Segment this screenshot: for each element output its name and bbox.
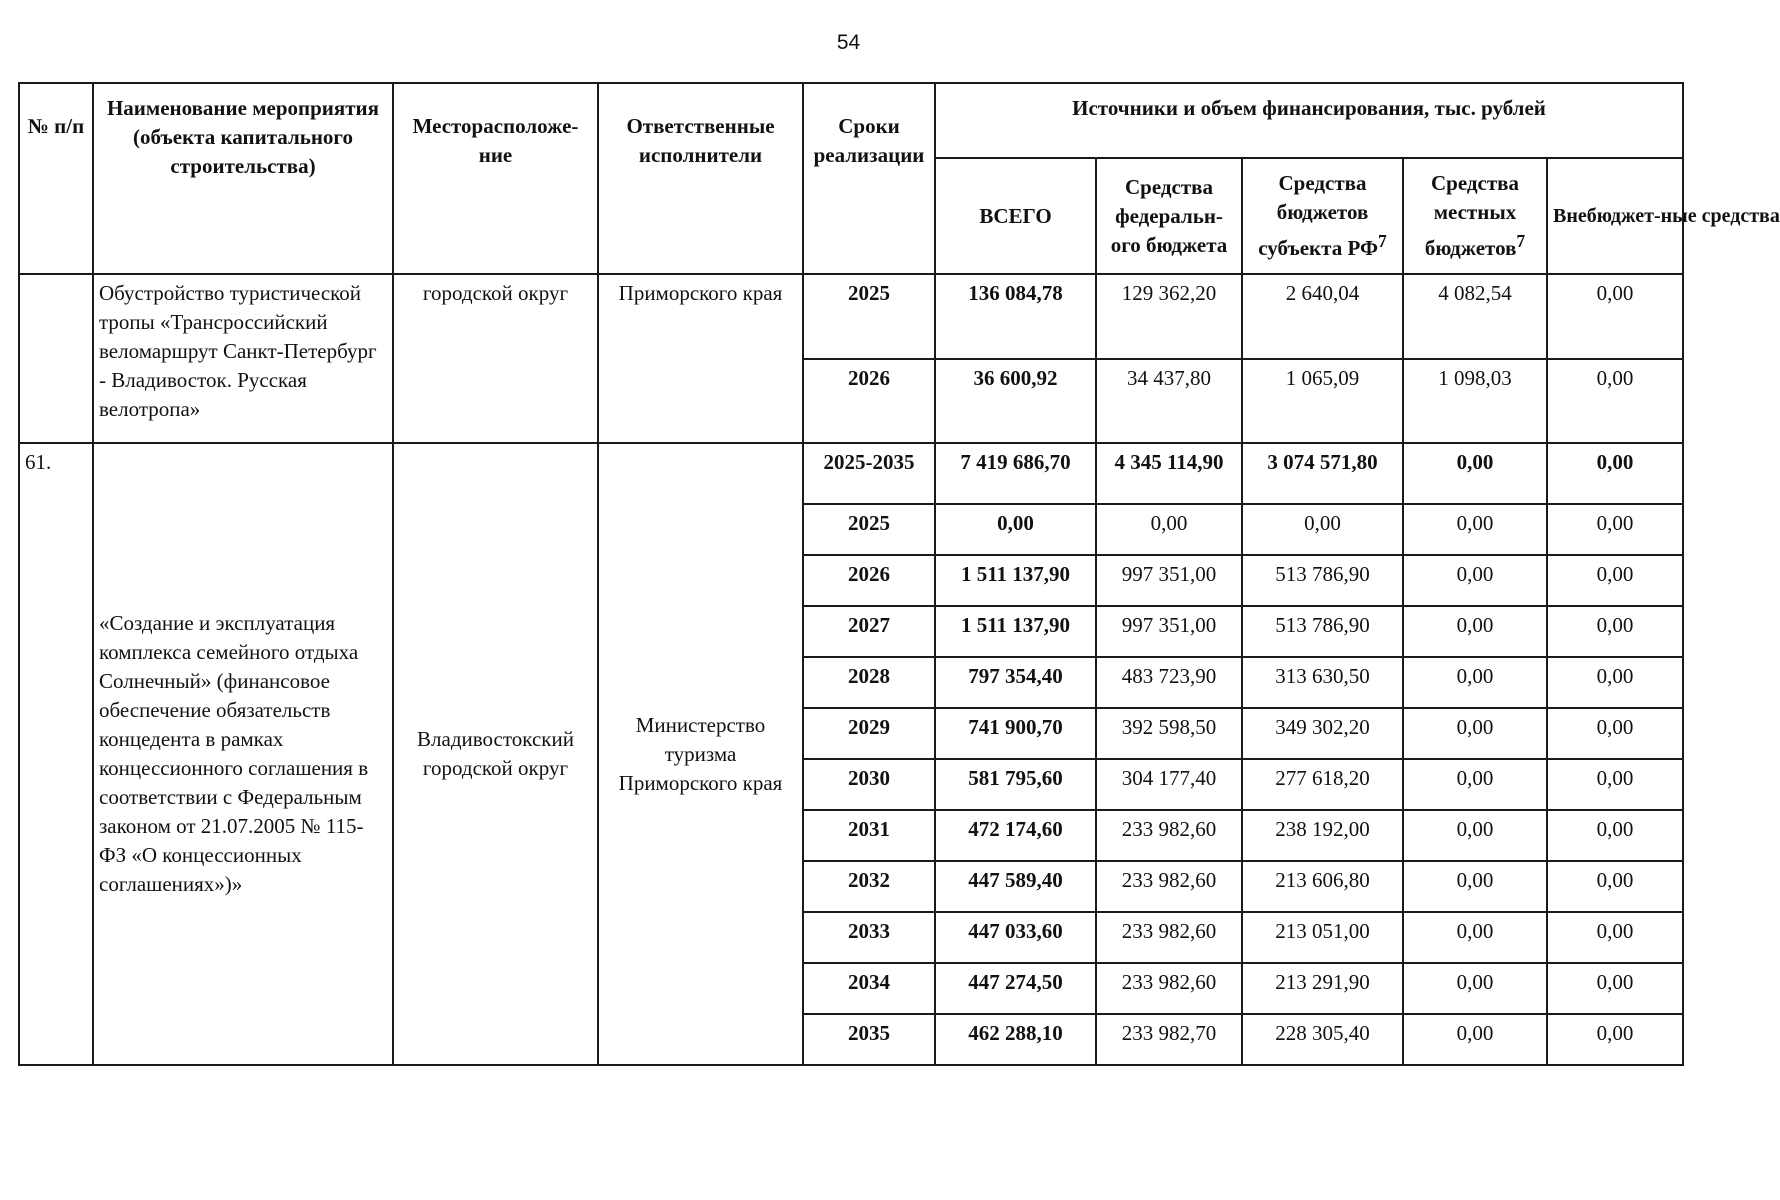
cell-subject: 313 630,50 <box>1242 657 1403 708</box>
page-number: 54 <box>836 31 861 54</box>
financing-table <box>18 82 1780 1066</box>
header-federal: Средства федеральн-ого бюджета <box>1096 158 1242 274</box>
cell-total: 1 511 137,90 <box>935 555 1096 606</box>
cell-federal: 233 982,70 <box>1096 1014 1242 1065</box>
cell-total: 36 600,92 <box>935 359 1096 443</box>
cell-federal: 304 177,40 <box>1096 759 1242 810</box>
cell-subject: 213 051,00 <box>1242 912 1403 963</box>
cell-subject: 213 291,90 <box>1242 963 1403 1014</box>
cell-local: 0,00 <box>1403 1014 1547 1065</box>
cell-subject: 0,00 <box>1242 504 1403 555</box>
header-subject <box>1242 158 1403 274</box>
cell-total: 447 274,50 <box>935 963 1096 1014</box>
cell-subject: 349 302,20 <box>1242 708 1403 759</box>
cell-year: 2028 <box>803 657 935 708</box>
cell-extra: 0,00 <box>1547 810 1683 861</box>
cell-local: 0,00 <box>1403 504 1547 555</box>
cell-federal: 233 982,60 <box>1096 810 1242 861</box>
cell-local: 0,00 <box>1403 912 1547 963</box>
header-period: Сроки реализации <box>803 83 935 274</box>
cell-total: 447 589,40 <box>935 861 1096 912</box>
cell-local: 0,00 <box>1403 555 1547 606</box>
cell-local: 0,00 <box>1403 708 1547 759</box>
cell-subject: 277 618,20 <box>1242 759 1403 810</box>
cell-local: 0,00 <box>1403 657 1547 708</box>
cell-location: городской округ <box>393 274 598 443</box>
cell-federal: 233 982,60 <box>1096 861 1242 912</box>
cell-local: 0,00 <box>1403 759 1547 810</box>
cell-extra: 0,00 <box>1547 657 1683 708</box>
footnote-mark: 7 <box>1378 231 1387 251</box>
cell-federal: 392 598,50 <box>1096 708 1242 759</box>
footnote-mark: 7 <box>1516 231 1526 251</box>
cell-year: 2029 <box>803 708 935 759</box>
cell-total: 7 419 686,70 <box>935 443 1096 504</box>
cell-federal: 129 362,20 <box>1096 274 1242 359</box>
cell-name: Обустройство туристической тропы «Трансроссийский веломаршрут Санкт-Петербург - Владивосток. Русская велотропа» <box>93 274 393 443</box>
cell-extra: 0,00 <box>1547 759 1683 810</box>
cell-total: 136 084,78 <box>935 274 1096 359</box>
cell-extra: 0,00 <box>1547 606 1683 657</box>
header-extra: Внебюджет-ные средства <box>1547 158 1683 274</box>
cell-name: «Создание и эксплуатация комплекса семейного отдыха Солнечный» (финансовое обеспечение обязательств концедента в рамках концессионного соглашения в соответствии с Федеральным законом от 21.07.2005 № 115-ФЗ «О концессионных соглашениях»)» <box>93 443 393 1065</box>
cell-local: 4 082,54 <box>1403 274 1547 359</box>
table-row <box>19 274 1683 359</box>
cell-extra: 0,00 <box>1547 708 1683 759</box>
cell-year: 2031 <box>803 810 935 861</box>
cell-extra: 0,00 <box>1547 504 1683 555</box>
cell-federal: 0,00 <box>1096 504 1242 555</box>
cell-year: 2032 <box>803 861 935 912</box>
cell-year: 2035 <box>803 1014 935 1065</box>
cell-subject: 2 640,04 <box>1242 274 1403 359</box>
cell-extra: 0,00 <box>1547 963 1683 1014</box>
cell-extra: 0,00 <box>1547 912 1683 963</box>
cell-total: 462 288,10 <box>935 1014 1096 1065</box>
header-location: Месторасположе-ние <box>393 83 598 274</box>
cell-subject: 228 305,40 <box>1242 1014 1403 1065</box>
cell-subject: 213 606,80 <box>1242 861 1403 912</box>
header-num: № п/п <box>19 83 93 274</box>
header-local <box>1403 158 1547 274</box>
cell-subject: 513 786,90 <box>1242 555 1403 606</box>
header-name: Наименование мероприятия (объекта капитального строительства) <box>93 83 393 274</box>
header-local-label: Средства местных бюджетов <box>1424 171 1519 260</box>
cell-year: 2027 <box>803 606 935 657</box>
cell-federal: 483 723,90 <box>1096 657 1242 708</box>
cell-subject: 1 065,09 <box>1242 359 1403 443</box>
cell-year: 2025 <box>803 274 935 359</box>
cell-extra: 0,00 <box>1547 274 1683 359</box>
cell-federal: 997 351,00 <box>1096 555 1242 606</box>
cell-extra: 0,00 <box>1547 443 1683 504</box>
cell-year: 2025 <box>803 504 935 555</box>
header-subject-label: Средства бюджетов субъекта РФ <box>1258 171 1378 260</box>
cell-extra: 0,00 <box>1547 861 1683 912</box>
cell-year: 2030 <box>803 759 935 810</box>
cell-year: 2033 <box>803 912 935 963</box>
cell-extra: 0,00 <box>1547 555 1683 606</box>
cell-subject: 3 074 571,80 <box>1242 443 1403 504</box>
cell-total: 447 033,60 <box>935 912 1096 963</box>
cell-local: 0,00 <box>1403 963 1547 1014</box>
cell-extra: 0,00 <box>1547 359 1683 443</box>
cell-year: 2026 <box>803 359 935 443</box>
cell-local: 0,00 <box>1403 810 1547 861</box>
cell-total: 581 795,60 <box>935 759 1096 810</box>
cell-year: 2026 <box>803 555 935 606</box>
header-total: ВСЕГО <box>935 158 1096 274</box>
cell-total: 472 174,60 <box>935 810 1096 861</box>
cell-subject: 513 786,90 <box>1242 606 1403 657</box>
table-row-summary <box>19 443 1683 504</box>
cell-federal: 233 982,60 <box>1096 963 1242 1014</box>
cell-total: 741 900,70 <box>935 708 1096 759</box>
cell-local: 0,00 <box>1403 443 1547 504</box>
cell-local: 0,00 <box>1403 861 1547 912</box>
cell-local: 1 098,03 <box>1403 359 1547 443</box>
cell-total: 0,00 <box>935 504 1096 555</box>
cell-local: 0,00 <box>1403 606 1547 657</box>
cell-total: 1 511 137,90 <box>935 606 1096 657</box>
cell-location: Владивостокский городской округ <box>393 443 598 1065</box>
cell-subject: 238 192,00 <box>1242 810 1403 861</box>
cell-federal: 4 345 114,90 <box>1096 443 1242 504</box>
header-executors: Ответственные исполнители <box>598 83 803 274</box>
cell-federal: 233 982,60 <box>1096 912 1242 963</box>
cell-federal: 34 437,80 <box>1096 359 1242 443</box>
cell-executors: Министерство туризма Приморского края <box>598 443 803 1065</box>
header-sources: Источники и объем финансирования, тыс. рублей <box>935 83 1683 158</box>
cell-executors: Приморского края <box>598 274 803 443</box>
header-row <box>19 83 1683 158</box>
cell-year: 2025-2035 <box>803 443 935 504</box>
cell-extra: 0,00 <box>1547 1014 1683 1065</box>
cell-num <box>19 274 93 443</box>
cell-federal: 997 351,00 <box>1096 606 1242 657</box>
cell-num: 61. <box>19 443 93 1065</box>
cell-total: 797 354,40 <box>935 657 1096 708</box>
cell-year: 2034 <box>803 963 935 1014</box>
